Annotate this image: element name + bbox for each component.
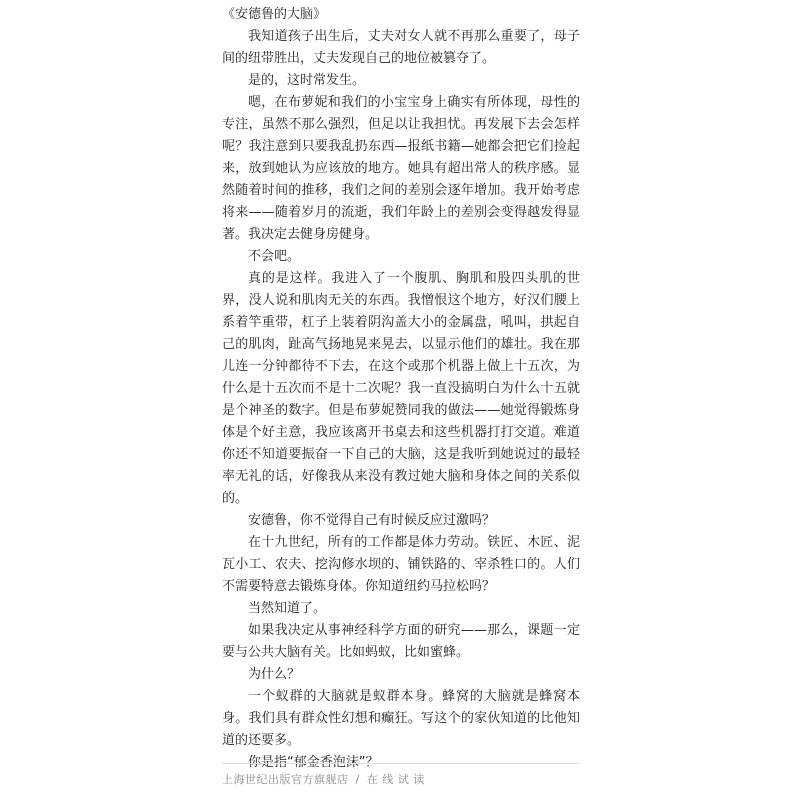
store-link[interactable]: 上海世纪出版官方旗舰店 [222,773,349,786]
trial-read-link[interactable]: 在 线 试 读 [366,773,425,786]
paragraph: 当然知道了。 [248,601,327,616]
footer [222,771,425,787]
paragraph: 安德鲁，你不觉得自己有时候反应过激吗？ [248,513,496,528]
paragraph: 为什么？ [248,667,301,682]
paragraph: 嗯，在布萝妮和我们的小宝宝身上确实有所体现，母性的专注，虽然不那么强烈，但足以让我担忧。再发展下去会怎样呢？我注意到只要我乱扔东西—报纸书籍—她都会把它们捡起来，放到她认为应该放的地方。她具有超出常人的秩序感。显然随着时间的推移，我们之间的差别会逐年增加。我开始考虑将来——随着岁月的流逝，我们年龄上的差别会变得越发得显著。我决定去健身房健身。 [222,95,580,242]
paragraph: 是的，这时常发生。 [248,73,366,88]
book-title: 《安德鲁的大脑》 [222,7,327,22]
paragraph: 我知道孩子出生后，丈夫对女人就不再那么重要了，母子间的纽带胜出，丈夫发现自己的地位被篡夺了。 [222,29,580,66]
paragraph: 一个蚁群的大脑就是蚁群本身。蜂窝的大脑就是蜂窝本身。我们具有群众性幻想和癫狂。写这个的家伙知道的比他知道的还要多。 [222,689,580,748]
footer-divider [222,763,580,764]
paragraph: 如果我决定从事神经科学方面的研究——那么，课题一定要与公共大脑有关。比如蚂蚁，比如蜜蜂。 [222,623,580,660]
paragraph: 你是指“郁金香泡沫”？ [248,755,379,770]
footer-separator: / [355,773,360,786]
paragraph: 在十九世纪，所有的工作都是体力劳动。铁匠、木匠、泥瓦小工、农夫、挖沟修水坝的、铺铁路的、宰杀牲口的。人们不需要特意去锻炼身体。你知道纽约马拉松吗？ [222,535,580,594]
paragraph: 不会吧。 [248,249,301,264]
paragraph: 真的是这样。我进入了一个腹肌、胸肌和股四头肌的世界，没人说和肌肉无关的东西。我憎恨这个地方，好汉们腰上系着竿重带，杠子上装着阴沟盖大小的金属盘，吼叫，拱起自己的肌肉，趾高气扬地晃来晃去，以显示他们的雄壮。我在那儿连一分钟都待不下去，在这个或那个机器上做上十五次，为什么是十五次而不是十二次呢？我一直没搞明白为什么十五就是个神圣的数字。但是布萝妮赞同我的做法——她觉得锻炼身体是个好主意，我应该离开书桌去和这些机器打打交道。难道你还不知道要振奋一下自己的大脑，这是我听到她说过的最轻率无礼的话，好像我从来没有教过她大脑和身体之间的关系似的。 [222,271,580,506]
book-excerpt [222,4,580,774]
